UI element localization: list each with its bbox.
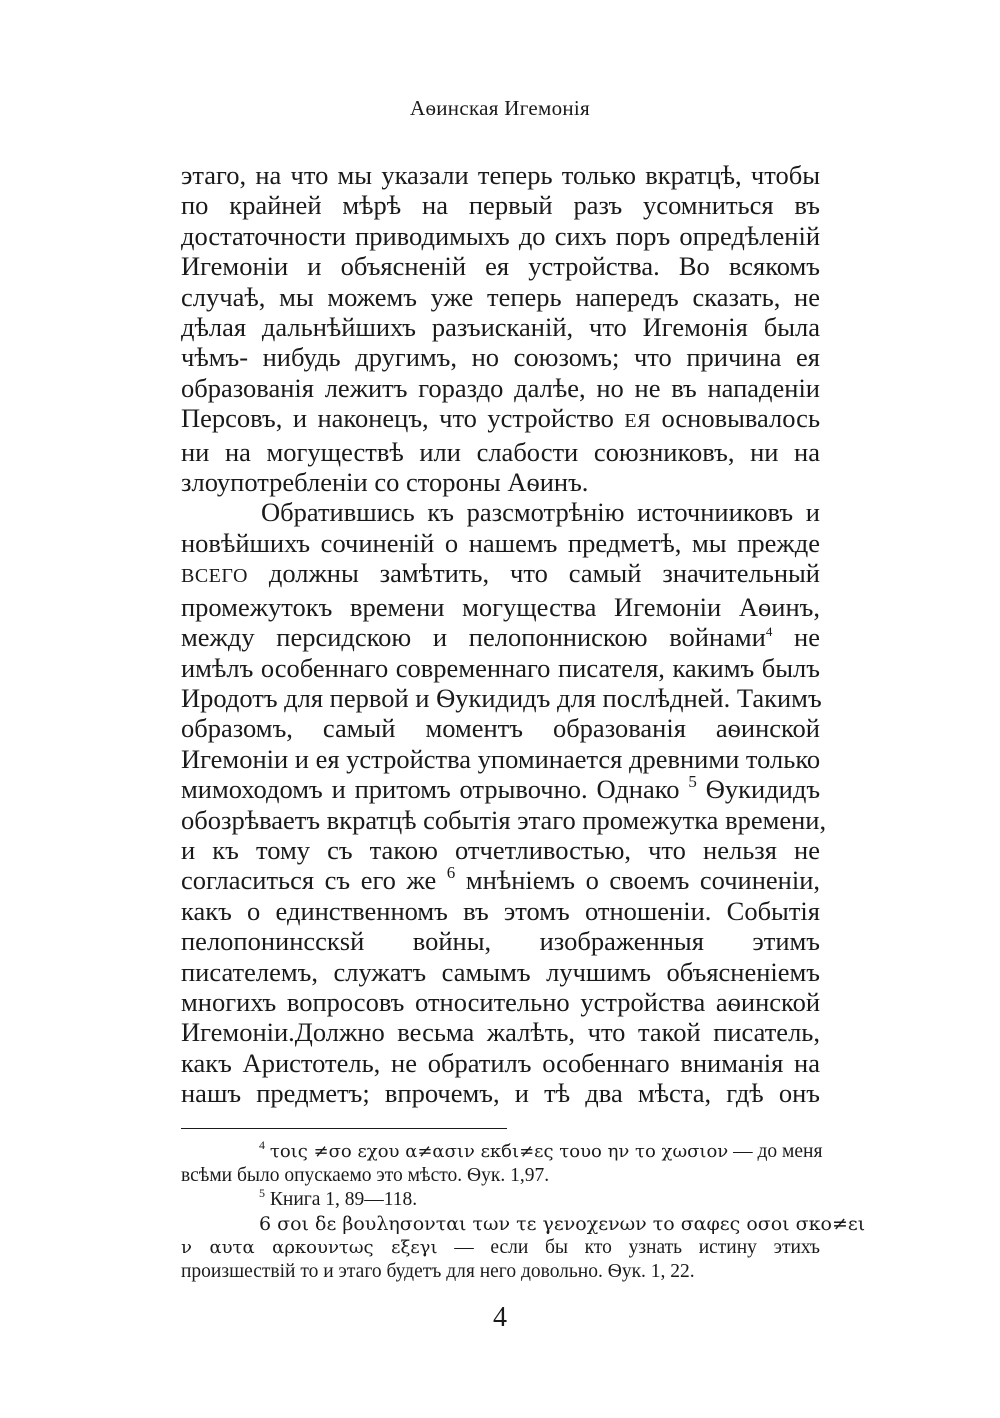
footnote-line: 6 σοι δε βουλησονται των τε γενοχενων το σαφες οσοι σκο≠ει <box>259 1213 866 1235</box>
small-caps-word: ВСЕГО <box>181 565 248 588</box>
text-line: Иродотъ для первой и Ѳукидидъ для послѣдней. Такимъ <box>181 682 822 713</box>
text-line <box>181 558 820 591</box>
footnote-line: всѣми было опускаемо это мѣсто. Ѳук. 1,97. <box>181 1165 550 1186</box>
text-line: какъ Аристотель, не обратилъ особеннаго вниманія на <box>181 1047 820 1078</box>
greek-quote: ν αυτα αρκουντως εξεγι <box>181 1237 438 1258</box>
footnote-line: произшествій то и этаго будетъ для него довольно. Ѳук. 1, 22. <box>181 1261 695 1282</box>
footnote-number: 5 <box>259 1186 265 1200</box>
text-line: достаточности приводимыхъ до сихъ поръ опредѣленій <box>181 220 820 251</box>
text-line: и къ тому съ такою отчетливостью, что нельзя не <box>181 834 820 865</box>
text-line: злоупотребленіи со стороны Аѳинъ. <box>181 467 589 498</box>
text-segment: между персидскою и пелопоннискою войнами <box>181 622 766 653</box>
paragraph-2 <box>181 497 827 1109</box>
text-line: чѣмъ- нибудь другимъ, но союзомъ; что причина ея <box>181 342 820 373</box>
text-line: обозрѣваетъ вкратцѣ событія этаго промежутка времени, <box>181 804 827 835</box>
text-line: многихъ вопросовъ относительно устройства аѳинской <box>181 986 820 1017</box>
text-line: образованія лежитъ гораздо далѣе, но не въ нападеніи <box>181 372 820 403</box>
text-line: нашъ предметъ; впрочемъ, и тѣ два мѣста, гдѣ онъ <box>181 1078 820 1109</box>
text-line: Обратившись къ разсмотрѣнію источнииковъ и <box>261 497 820 528</box>
footnote-ref-4[interactable]: 4 <box>765 624 773 640</box>
footnote-4 <box>181 1138 823 1188</box>
text-line: пелопонинсскѕй войны, изображенныя этимъ <box>181 926 820 957</box>
text-line: какъ о единственномъ въ этомъ отношеніи. Событія <box>181 895 820 926</box>
text-line: этаго, на что мы указали теперь только вкратцѣ, чтобы <box>181 160 820 190</box>
text-segment: основывалось <box>661 403 821 434</box>
footnote-6 <box>181 1212 866 1284</box>
paragraph-1 <box>181 160 820 497</box>
text-line: дѣлая дальнѣйшихъ разъисканій, что Игемонія была <box>181 312 820 343</box>
greek-quote: τοις ≠σο εχου α≠ασιν εκбι≠ες τουο ην το χωσιον <box>269 1141 729 1162</box>
text-line: писателемъ, служатъ самымъ лучшимъ объясненіемъ <box>181 956 820 987</box>
text-segment: Книга 1, 89—118. <box>269 1189 418 1210</box>
text-line: новѣйшихъ сочиненій о нашемъ предметѣ, мы прежде <box>181 527 820 558</box>
text-segment: мнѣніемъ о своемъ сочиненіи, <box>465 865 820 896</box>
text-line: образомъ, самый моментъ образованія аѳинской <box>181 713 820 744</box>
text-segment: мимоходомъ и притомъ отрывочно. Однако <box>181 774 680 805</box>
footnote-5 <box>181 1188 820 1212</box>
footnote-line <box>181 1236 820 1260</box>
text-segment: — до меня <box>733 1141 823 1162</box>
text-segment: не <box>794 622 820 653</box>
text-line: Игемоніи.Должно весьма жалѣть, что такой писатель, <box>181 1017 820 1048</box>
text-line: Игемоніи и объясненій ея устройства. Во всякомъ <box>181 251 820 282</box>
text-segment: должны замѣтить, что самый значительный <box>268 558 820 589</box>
text-line <box>181 622 820 652</box>
text-line: случаѣ, мы можемъ уже теперь напередъ сказать, не <box>181 281 820 312</box>
footnote-ref-6[interactable]: 6 <box>446 863 456 883</box>
body-text <box>181 160 827 1109</box>
text-segment: — если бы кто узнать истину этихъ <box>454 1237 821 1258</box>
text-line: Игемоніи и ея устройства упоминается древними только <box>181 743 821 774</box>
footnote-ref-5[interactable]: 5 <box>688 772 697 792</box>
footnote-number: 4 <box>259 1138 265 1152</box>
text-line <box>181 865 820 895</box>
text-segment: Ѳукидидъ <box>705 774 821 805</box>
page-number: 4 <box>493 1302 507 1333</box>
footnote-line <box>181 1188 820 1212</box>
footnote-separator <box>181 1128 507 1129</box>
small-caps-word: ЕЯ <box>624 410 651 433</box>
footnotes <box>181 1138 866 1284</box>
footnote-line <box>181 1138 823 1164</box>
text-segment: Персовъ, и наконецъ, что устройство <box>181 403 614 434</box>
running-title: Аѳинская Игемонія <box>409 96 591 120</box>
text-line: имѣлъ особеннаго современнаго писателя, какимъ былъ <box>181 652 820 683</box>
text-line <box>181 774 820 804</box>
text-line: по крайней мѣрѣ на первый разъ усомниться въ <box>181 190 820 221</box>
text-line: ни на могуществѣ или слабости союзниковъ, ни на <box>181 436 820 467</box>
text-segment: согласиться съ его же <box>181 865 437 896</box>
text-line: промежутокъ времени могущества Игемоніи Аѳинъ, <box>181 591 820 622</box>
text-line <box>181 403 820 436</box>
